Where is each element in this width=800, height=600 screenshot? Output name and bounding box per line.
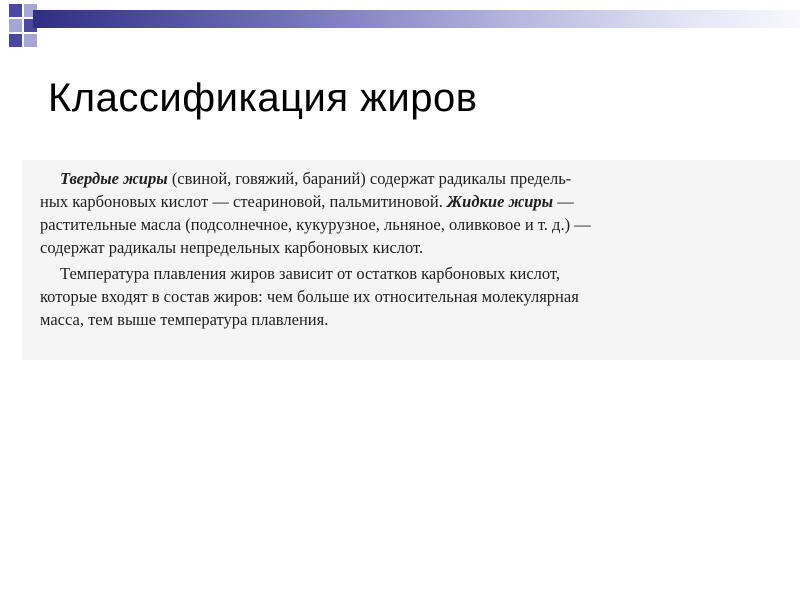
text-line: масса, тем выше температура плавления. <box>40 310 329 329</box>
term-solid-fats: Твердые жиры <box>60 169 168 188</box>
text-line <box>40 191 772 213</box>
slide-title: Классификация жиров <box>48 76 478 120</box>
scanned-text-block <box>22 160 800 360</box>
text-line: растительные масла (подсолнечное, кукурузное, льняное, оливковое и т. д.) — <box>40 215 591 234</box>
text-fragment: ных карбоновых кислот — стеариновой, пальмитиновой. <box>40 192 448 211</box>
text-line: Температура плавления жиров зависит от остатков карбоновых кислот, <box>60 264 561 283</box>
text-line <box>60 168 772 190</box>
decor-square <box>24 34 37 47</box>
text-line: которые входят в состав жиров: чем больше их относительная молекулярная <box>40 287 579 306</box>
header-gradient-bar <box>33 10 800 28</box>
decor-square <box>9 4 22 17</box>
decor-square <box>9 19 22 32</box>
term-liquid-fats: Жидкие жиры <box>447 192 554 211</box>
decor-square <box>9 34 22 47</box>
text-fragment: (свиной, говяжий, бараний) содержат радикалы предель- <box>167 169 572 188</box>
header-decoration <box>0 0 800 52</box>
text-fragment: — <box>553 192 574 211</box>
text-line: содержат радикалы непредельных карбоновых кислот. <box>40 238 424 257</box>
